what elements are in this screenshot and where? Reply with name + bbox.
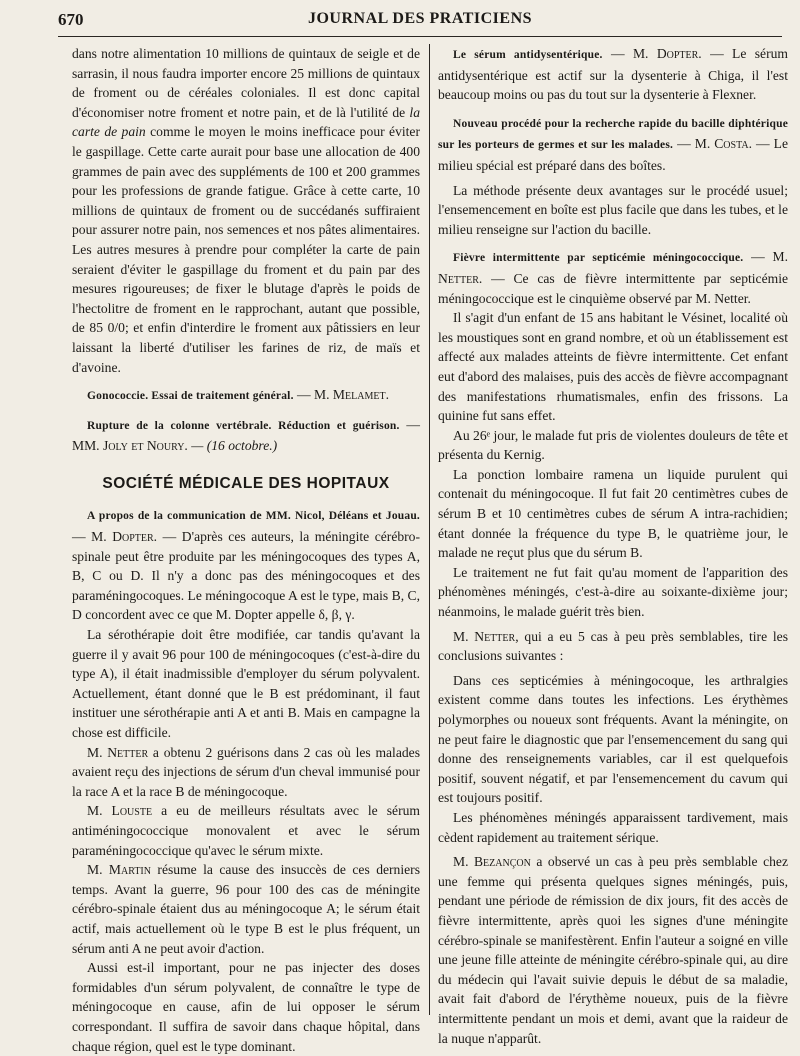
page-header xyxy=(58,8,782,34)
entry-serum-antidysenterique: Le sérum antidysentérique. — M. Dopter. — Le sérum antidysentérique est actif sur la dysenterie à Chiga, il l'est beaucoup moins ou pas du tout sur la dysenterie à Flexner. xyxy=(438,46,788,103)
paragraph-bezancon: M. Bezançon a observé un cas à peu près semblable chez une femme qui présenta quelques signes méningés, puis, pendant une période de rémission de dix jours, fit des accès de fièvre intermittente, après quoi les signes d'une méningite cérébro-spinale se manifestèrent. Enfin l'auteur a soigné en ville une jeune fille atteinte de méningite cérébro-spinale qui, au dire du médecin qui l'avait suivie depuis le début de sa maladie, avait fait d'abord de l'érythème noueux, puis de la fièvre intermittente pendant un mois et demi, avant que la raideur de la nuque n'apparût. xyxy=(438,854,788,1046)
paragraph-aussi: Aussi est-il important, pour ne pas injecter des doses formidables d'un sérum polyvalent, de connaître le type de méningocoque en cause, afin de lui opposer le sérum correspondant. Il suffira de savoir dans chaque hôpital, dans chaque région, quel est le type dominant. xyxy=(72,960,420,1054)
paragraph-septicemies: Dans ces septicémies à méningocoque, les arthralgies existent comme dans toutes les infections. Les érythèmes polymorphes ou noueux sont fréquents. Avant la méningite, on ne peut faire le diagnostic que par l'ensemencement du sang qui donne des renseignements variables, car il est quelquefois positif, souvent négatif, et par l'ensemencement du cavum qui est toujours positif. xyxy=(438,672,788,806)
paragraph-enfant: Il s'agit d'un enfant de 15 ans habitant le Vésinet, localité où les moustiques sont en grand nombre, et où un établissement est affecté aux malades atteints de fièvre intermittente. Cet enfant eut d'abord des malaises, puis des accès de fièvre accompagnant des manifestations rhumatismales, enfin des frissons. La quinine fut sans effet. xyxy=(438,310,788,424)
paragraph-netter: M. Netter a obtenu 2 guérisons dans 2 cas où les malades avaient reçu des injections de sérum d'un cheval immunisé pour la race A et la race B de méningocoque. xyxy=(72,744,420,799)
section-title: SOCIÉTÉ MÉDICALE DES HOPITAUX xyxy=(102,474,390,492)
paragraph-bread-card: dans notre alimentation 10 millions de quintaux de seigle et de sarrasin, il nous faudra importer encore 25 millions de quintaux de froment ou de céréales coloniales. Il est donc capital d'économiser notre froment et notre pain, et de là l'utilité de la carte de pain comme le moyen le moins inefficace pour éviter le gaspillage. Cette carte aurait pour base une allocation de 400 grammes de pain avec des suppléments de 100 et 200 grammes pour les professions de grande fatigue. Grâce à cette carte, 10 millions de quintaux de froment ou de succédanés suffiraient pour assurer notre pain, nos semences et nos pâtes alimentaires. Les autres mesures à prendre pour compléter la carte de pain seraient d'éviter le gaspillage du froment et du pain par des mesures rigoureuses; de fixer le blutage d'après le poids de l'hectolitre de froment en le rapprochant, autant que possible, de 85 0/0; et enfin d'interdire le froment aux pâtissiers en leur laissant la liberté d'utiliser les farines de riz, de maïs et d'avoine. xyxy=(72,46,420,375)
column-divider xyxy=(429,44,430,1015)
paragraph-louste: M. Louste a eu de meilleurs résultats avec le sérum antiméningococcique monovalent et avec le sérum paraméningococcique qu'avec le sérum mixte. xyxy=(72,803,420,858)
entry-gonococcie: Gonococcie. Essai de traitement général. — M. Melamet. xyxy=(87,387,389,403)
paragraph-traitement: Le traitement ne fut fait qu'au moment de l'apparition des phénomènes méningés, c'est-à-dire au soixante-dixième jour; néanmoins, le malade guérit très bien. xyxy=(438,564,788,620)
paragraph-26e-jour: Au 26ᵉ jour, le malade fut pris de violentes douleurs de tête et présenta du Kernig. xyxy=(438,427,788,463)
right-column xyxy=(438,44,788,1048)
entry-nouveau-procede: Nouveau procédé pour la recherche rapide du bacille diphtérique sur les porteurs de germes et sur les malades. — M. Costa. — Le milieu spécial est préparé dans des boîtes. xyxy=(438,117,788,173)
header-rule xyxy=(58,36,782,37)
paragraph-ponction: La ponction lombaire ramena un liquide purulent qui contenait du méningocoque. Il fut fait 20 centimètres cubes de sérum B et 10 centimètres cubes de sérum A intra-rachidien; étant donnée la fréquence du type B, le quatrième jour, le malade ne reçut plus que du sérum B. xyxy=(438,466,788,561)
journal-title: JOURNAL DES PRATICIENS xyxy=(307,10,533,27)
paragraph-netter-conclusions: M. Netter, qui a eu 5 cas à peu près semblables, tire les conclusions suivantes : xyxy=(438,628,788,664)
paragraph-martin: M. Martin résume la cause des insuccès de ces derniers temps. Avant la guerre, 96 pour 100 des cas de méningite cérébro-spinale étaient dus au méningocoque A; le sérum était actif, mais actuellement où le type B est le plus fréquent, un sérum anti A ne peut avoir d'action. xyxy=(72,862,420,956)
entry-communication: A propos de la communication de MM. Nicol, Déléans et Jouau. — M. Dopter. — D'après ces auteurs, la méningite cérébro-spinale peut être produite par les méningocoques des types A, B, C ou D. Il n'y a donc pas des méningocoques et des paraméningocoques. Le méningocoque A est le type, mais B, C, D concordent avec ce que M. Dopter appelle δ, β, γ. xyxy=(72,510,420,623)
entry-fievre-intermittente: Fièvre intermittente par septicémie méningococcique. — M. Netter. — Ce cas de fièvre intermittente par septicémie méningococcique est le cinquième observé par M. Netter. xyxy=(438,249,788,306)
paragraph-serotherapie: La sérothérapie doit être modifiée, car tandis qu'avant la guerre il y avait 96 pour 100 de méningocoques (c'est-à-dire du type A), il était inadmissible d'employer du sérum polyvalent. Actuellement, étant donné que le B est prédominant, il faut instituer une sérothérapie anti A et anti B. Mais en campagne la chose est difficile. xyxy=(72,627,420,740)
page-number: 670 xyxy=(58,10,84,29)
entry-rupture: Rupture de la colonne vertébrale. Réduction et guérison. — MM. Joly et Noury. — (16 octobre.) xyxy=(72,416,420,454)
left-column xyxy=(72,44,420,1056)
paragraph-methode: La méthode présente deux avantages sur le procédé usuel; l'ensemencement en boîte est plus facile que dans les tubes, et le milieu renseigne sur l'action du bacille. xyxy=(438,182,788,237)
paragraph-phenomenes: Les phénomènes méningés apparaissent tardivement, mais cèdent rapidement au traitement sérique. xyxy=(438,809,788,845)
